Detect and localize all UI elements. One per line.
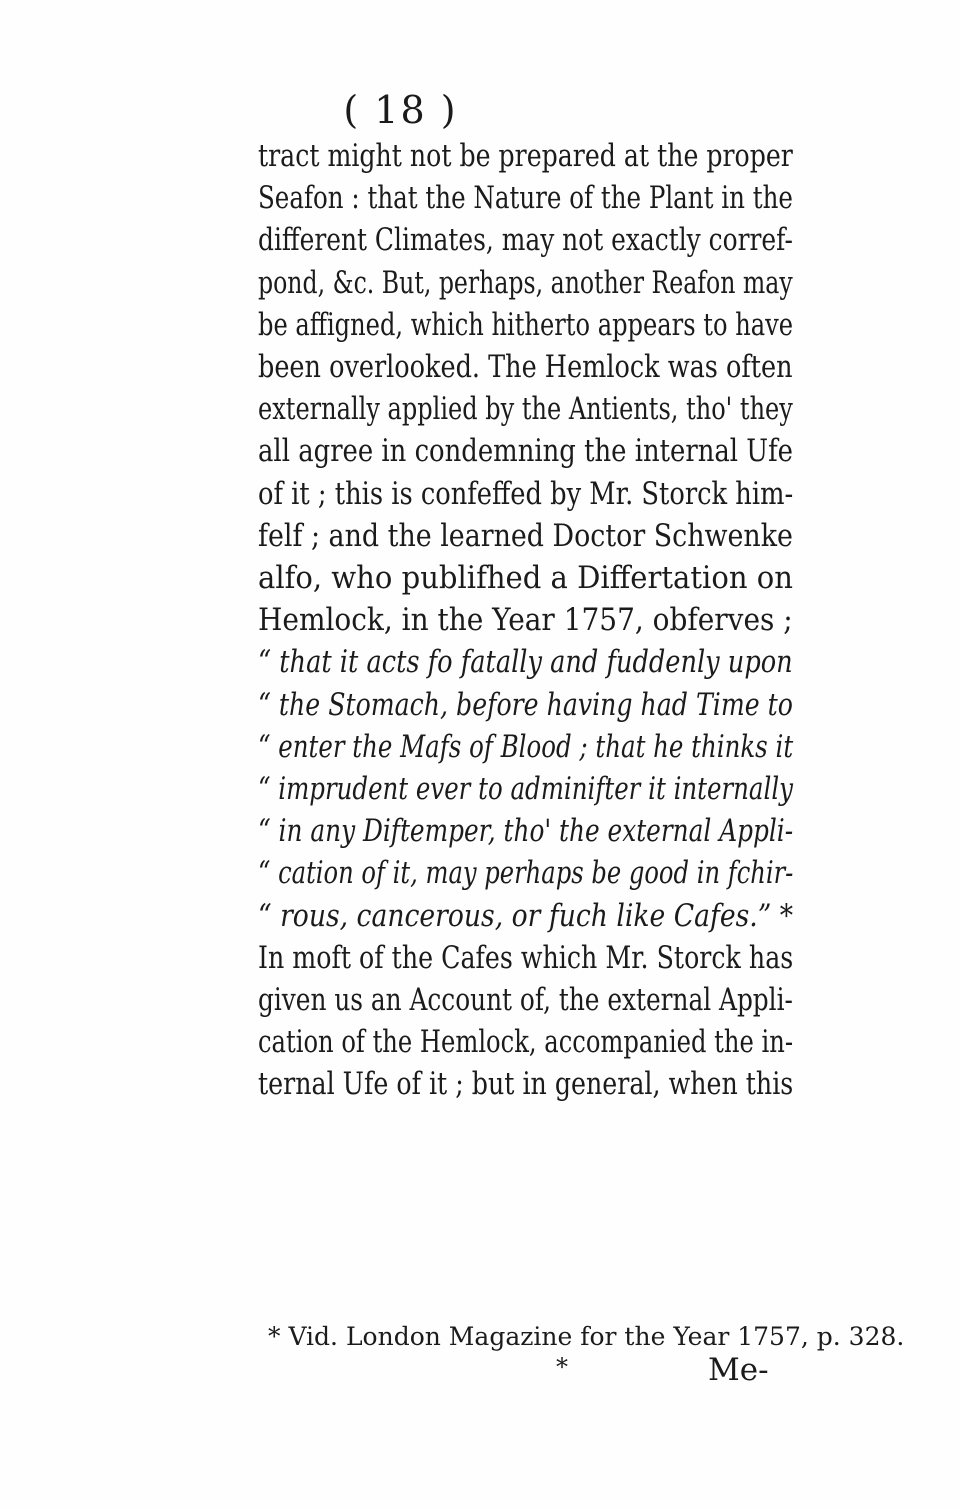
text-line: pond, &c. But, perhaps, another Reafon may bbox=[258, 265, 793, 301]
quote-line: “ the Stomach, before having had Time to bbox=[258, 687, 793, 723]
text-line: In moft of the Cafes which Mr. Storck has bbox=[258, 940, 794, 976]
quote-line: “ in any Diftemper, tho' the external Appli- bbox=[258, 813, 794, 849]
quote-line: “ enter the Mafs of Blood ; that he thinks it bbox=[258, 729, 794, 765]
footnote: * Vid. London Magazine for the Year 1757, p. 328. bbox=[268, 1322, 905, 1351]
signature-mark: * bbox=[556, 1353, 568, 1381]
text-line: been overlooked. The Hemlock was often bbox=[258, 349, 793, 385]
text-line: be affigned, which hitherto appears to have bbox=[258, 307, 794, 343]
quote-line: “ imprudent ever to adminifter it internally bbox=[258, 771, 793, 807]
text-line: given us an Account of, the external Appli- bbox=[258, 982, 793, 1018]
text-line: ternal Ufe of it ; but in general, when this bbox=[258, 1066, 794, 1102]
text-line: felf ; and the learned Doctor Schwenke bbox=[258, 518, 793, 554]
text-line: cation of the Hemlock, accompanied the in- bbox=[258, 1024, 794, 1060]
page-number: ( 18 ) bbox=[343, 88, 458, 132]
quote-line: “ rous, cancerous, or fuch like Cafes.” * bbox=[258, 898, 794, 934]
text-line: of it ; this is confeffed by Mr. Storck him- bbox=[258, 476, 794, 512]
text-line: alfo, who publifhed a Differtation on bbox=[258, 560, 793, 596]
text-line: tract might not be prepared at the proper bbox=[258, 138, 793, 174]
catchword: Me- bbox=[708, 1352, 769, 1388]
quote-line: “ that it acts fo fatally and fuddenly upon bbox=[258, 644, 793, 680]
quote-line: “ cation of it, may perhaps be good in fchir- bbox=[258, 855, 794, 891]
text-line: Hemlock, in the Year 1757, obferves ; bbox=[258, 602, 793, 638]
text-line: all agree in condemning the internal Ufe bbox=[258, 433, 793, 469]
catchword-row bbox=[0, 1352, 801, 1392]
text-line: different Climates, may not exactly corref- bbox=[258, 222, 793, 258]
text-line: externally applied by the Antients, tho' they bbox=[258, 391, 793, 427]
text-line: Seafon : that the Nature of the Plant in the bbox=[258, 180, 793, 216]
